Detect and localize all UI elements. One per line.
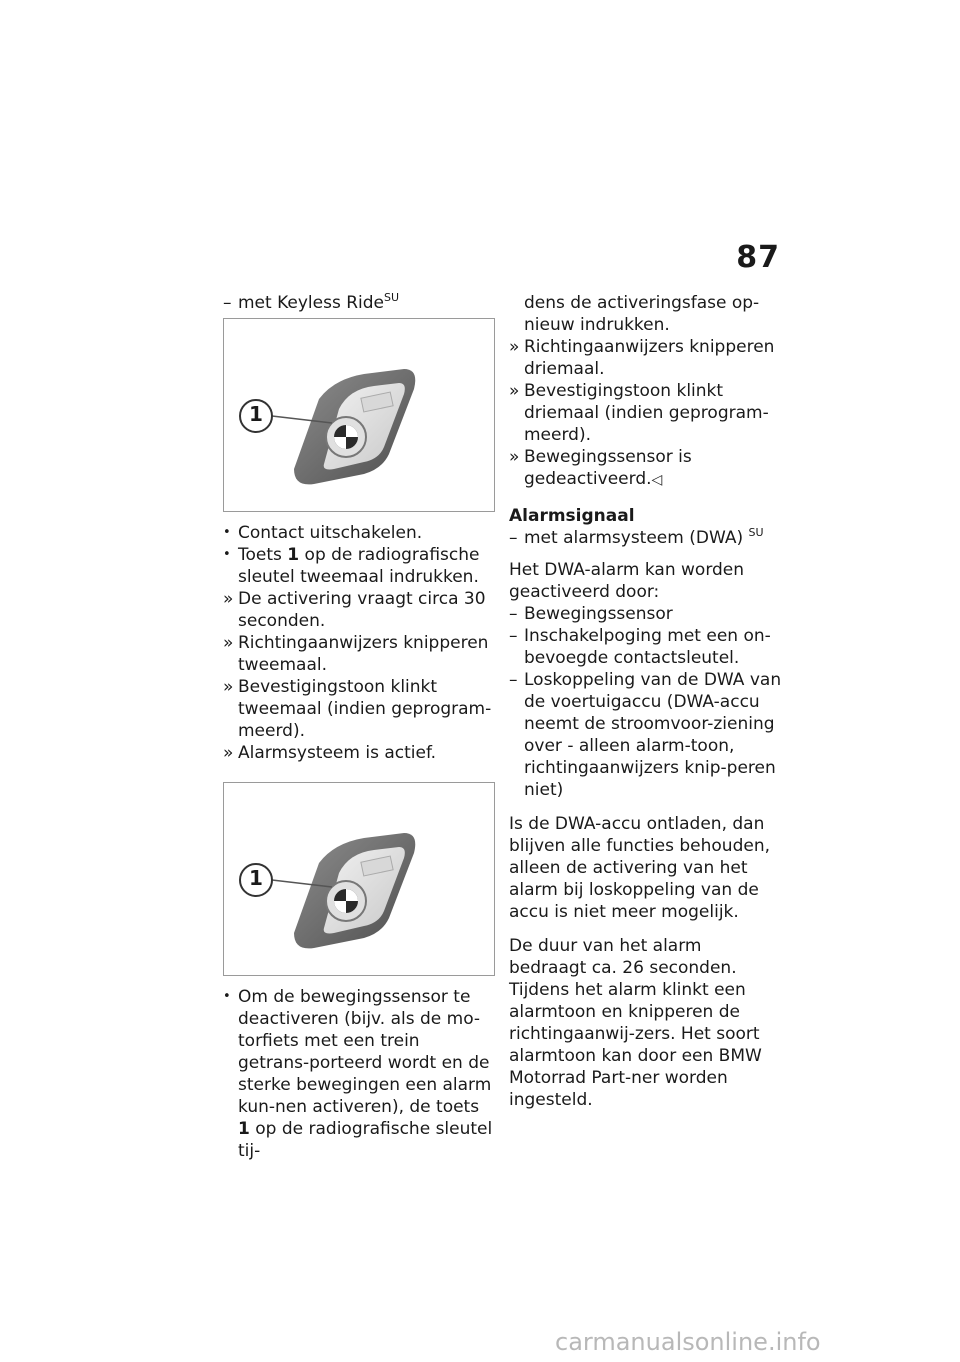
dash-mark: – [509, 670, 518, 690]
list-item-text: Contact uitschakelen. [238, 523, 423, 543]
result-mark: » [223, 589, 234, 609]
result-mark: » [509, 381, 520, 401]
list-item-text: Om de bewegingssensor te deactiveren (bijv. als de mo-torfiets met een trein getrans-porteerd wordt en de sterke bewegingen een alarm kun-nen activeren), de toets [238, 987, 492, 1117]
list-item [509, 446, 784, 491]
bullet-mark: • [223, 547, 231, 562]
heading-subline-sup: SU [748, 526, 764, 539]
dash-mark: – [223, 293, 232, 313]
right-column [509, 292, 784, 1123]
result-mark: » [509, 337, 520, 357]
continuation-text-content: dens de activeringsfase op-nieuw indrukken. [524, 293, 760, 335]
dash-item-text: Bewegingssensor [524, 604, 673, 624]
dash-mark: – [509, 626, 518, 646]
heading-subline-text: met alarmsysteem (DWA) [524, 528, 744, 548]
list-item [223, 544, 495, 588]
list-item [223, 522, 495, 544]
key-fob-illustration [224, 783, 494, 975]
result-mark: » [223, 677, 234, 697]
paragraph: De duur van het alarm bedraagt ca. 26 seconden. Tijdens het alarm klinkt een alarmtoon en knipperen de richtingaanwij-zers. Het soort alarmtoon kan door een BMW Motorrad Part-ner worden ingesteld. [509, 936, 762, 1110]
figure-callout-label: 1 [249, 402, 263, 426]
list-item-text: Toets [238, 545, 288, 565]
dash-mark: – [509, 604, 518, 624]
end-of-section-icon: ◁ [651, 472, 663, 488]
paragraph: Is de DWA-accu ontladen, dan blijven alle functies behouden, alleen de activering van het alarm bij loskoppeling van de accu is niet meer mogelijk. [509, 814, 771, 922]
result-mark: » [223, 743, 234, 763]
dash-item-text: Inschakelpoging met een on-bevoegde contactsleutel. [524, 626, 771, 668]
paragraph: Het DWA-alarm kan worden geactiveerd door: [509, 560, 750, 602]
list-item-text: op de radiografische sleutel tweemaal indrukken. [238, 545, 480, 587]
watermark: carmanualsonline.info [555, 1328, 821, 1356]
list-item [223, 676, 495, 742]
list-item [509, 380, 784, 446]
continuation-text [509, 292, 784, 336]
dash-item [509, 669, 784, 801]
page-number: 87 [736, 240, 780, 275]
list-item-text: Bevestigingstoon klinkt driemaal (indien geprogram-meerd). [524, 381, 769, 445]
key-fob-illustration [224, 319, 494, 511]
list-item [223, 588, 495, 632]
dash-item [509, 603, 784, 625]
list-item [223, 632, 495, 676]
dash-mark: – [509, 528, 518, 548]
list-item-text: Bevestigingstoon klinkt tweemaal (indien geprogram-meerd). [238, 677, 492, 741]
key-reference: 1 [238, 1119, 250, 1139]
intro-sup: SU [384, 291, 400, 304]
section-heading: Alarmsignaal [509, 506, 635, 526]
bullet-mark: • [223, 525, 231, 540]
list-item [223, 742, 495, 764]
list-item-text: op de radiografische sleutel tij- [238, 1119, 493, 1161]
dash-item-text: Loskoppeling van de DWA van de voertuigaccu (DWA-accu neemt de stroomvoor-ziening over - alleen alarm-toon, richtingaanwijzers knip-peren niet) [524, 670, 782, 800]
result-mark: » [509, 447, 520, 467]
list-item [509, 336, 784, 380]
intro-text: met Keyless Ride [238, 293, 384, 313]
key-reference: 1 [287, 545, 300, 565]
key-fob-figure-1 [223, 318, 495, 512]
heading-subline [509, 527, 784, 549]
bullet-mark: • [223, 989, 231, 1004]
dash-item [509, 625, 784, 669]
list-item-text: Richtingaanwijzers knipperen tweemaal. [238, 633, 489, 675]
list-item [223, 986, 495, 1162]
left-column [223, 292, 495, 1162]
list-item-text: Bewegingssensor is gedeactiveerd. [524, 447, 692, 489]
list-item-text: Alarmsysteem is actief. [238, 743, 437, 763]
figure-callout-label: 1 [249, 866, 263, 890]
key-fob-figure-2 [223, 782, 495, 976]
intro-line [223, 292, 495, 314]
list-item-text: Richtingaanwijzers knipperen driemaal. [524, 337, 775, 379]
result-mark: » [223, 633, 234, 653]
list-item-text: De activering vraagt circa 30 seconden. [238, 589, 486, 631]
